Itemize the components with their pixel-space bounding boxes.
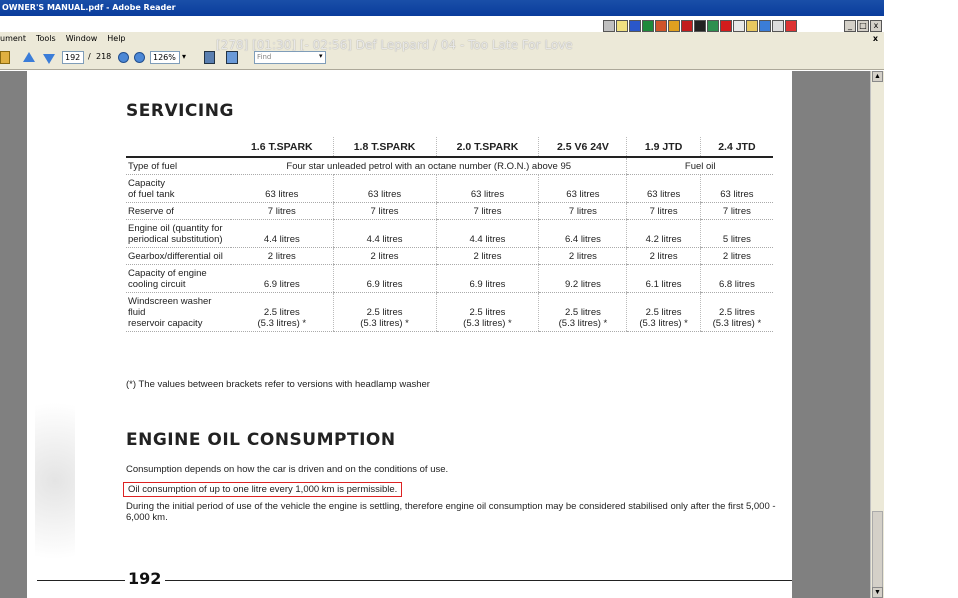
menu-window[interactable]: Window bbox=[65, 34, 98, 43]
row-label: Capacity of fuel tank bbox=[126, 175, 231, 203]
table-cell: 2 litres bbox=[700, 248, 773, 265]
tray-pdf-icon[interactable] bbox=[720, 20, 732, 32]
table-cell: 63 litres bbox=[700, 175, 773, 203]
tray-music-icon[interactable] bbox=[733, 20, 745, 32]
table-header-cell: 2.0 T.SPARK bbox=[436, 137, 539, 157]
table-row bbox=[126, 157, 773, 175]
next-page-icon[interactable] bbox=[43, 54, 55, 64]
table-header-cell: 2.5 V6 24V bbox=[539, 137, 627, 157]
fuel-type-diesel: Fuel oil bbox=[627, 157, 773, 175]
row-label: Windscreen washer fluid reservoir capacity bbox=[126, 293, 231, 332]
table-cell: 6.4 litres bbox=[539, 220, 627, 248]
table-cell: 63 litres bbox=[539, 175, 627, 203]
table-header-cell: 2.4 JTD bbox=[700, 137, 773, 157]
table-cell: 2.5 litres (5.3 litres) * bbox=[700, 293, 773, 332]
engine-oil-heading: ENGINE OIL CONSUMPTION bbox=[126, 430, 396, 450]
tray-mail-icon[interactable] bbox=[616, 20, 628, 32]
row-label: Gearbox/differential oil bbox=[126, 248, 231, 265]
table-cell: 63 litres bbox=[333, 175, 436, 203]
tray-word-icon[interactable] bbox=[629, 20, 641, 32]
menu-tools[interactable]: Tools bbox=[36, 34, 56, 43]
tray-app-icon[interactable] bbox=[603, 20, 615, 32]
scan-artifact bbox=[35, 371, 75, 591]
table-header-cell: 1.6 T.SPARK bbox=[231, 137, 333, 157]
scroll-thumb[interactable] bbox=[872, 511, 883, 598]
table-header-empty bbox=[126, 137, 231, 157]
scroll-up-icon[interactable]: ▲ bbox=[872, 71, 883, 82]
close-button[interactable]: x bbox=[870, 20, 882, 32]
table-cell: 2 litres bbox=[539, 248, 627, 265]
table-row bbox=[126, 220, 773, 248]
table-cell: 2.5 litres (5.3 litres) * bbox=[539, 293, 627, 332]
table-row bbox=[126, 248, 773, 265]
table-header-row bbox=[126, 137, 773, 157]
menu-document[interactable]: ument bbox=[0, 34, 26, 43]
oil-paragraph-1: Consumption depends on how the car is driven and on the conditions of use. bbox=[126, 464, 449, 475]
row-label: Engine oil (quantity for periodical substitution) bbox=[126, 220, 231, 248]
menu-help[interactable]: Help bbox=[107, 34, 126, 43]
table-row bbox=[126, 203, 773, 220]
zoom-out-icon[interactable] bbox=[118, 52, 129, 63]
table-cell: 63 litres bbox=[627, 175, 700, 203]
table-cell: 2 litres bbox=[627, 248, 700, 265]
tray-globe-icon[interactable] bbox=[759, 20, 771, 32]
table-cell: 7 litres bbox=[700, 203, 773, 220]
table-cell: 4.4 litres bbox=[231, 220, 333, 248]
table-cell: 6.9 litres bbox=[231, 265, 333, 293]
zoom-level-input[interactable]: 126% bbox=[150, 51, 180, 64]
find-input[interactable]: Find bbox=[254, 51, 326, 64]
table-row bbox=[126, 293, 773, 332]
table-header-cell: 1.8 T.SPARK bbox=[333, 137, 436, 157]
table-cell: 6.9 litres bbox=[436, 265, 539, 293]
table-row bbox=[126, 175, 773, 203]
table-cell: 7 litres bbox=[231, 203, 333, 220]
media-overlay-text: [278] [01:30] [- 02:56] Def Leppard / 04 - Too Late For Love bbox=[216, 38, 573, 52]
page-footer-line-right bbox=[165, 580, 792, 581]
row-label: Capacity of engine cooling circuit bbox=[126, 265, 231, 293]
page-footer-line-left bbox=[37, 580, 125, 581]
previous-page-icon[interactable] bbox=[23, 52, 35, 62]
row-label: Reserve of bbox=[126, 203, 231, 220]
table-cell: 2 litres bbox=[436, 248, 539, 265]
table-cell: 2 litres bbox=[231, 248, 333, 265]
fuel-type-petrol: Four star unleaded petrol with an octane number (R.O.N.) above 95 bbox=[231, 157, 627, 175]
table-cell: 2.5 litres (5.3 litres) * bbox=[436, 293, 539, 332]
table-footnote: (*) The values between brackets refer to versions with headlamp washer bbox=[126, 379, 430, 390]
pdf-page bbox=[27, 71, 792, 598]
table-cell: 2.5 litres (5.3 litres) * bbox=[627, 293, 700, 332]
window-controls bbox=[844, 20, 882, 32]
tray-tool-icon[interactable] bbox=[707, 20, 719, 32]
vertical-scrollbar[interactable] bbox=[870, 71, 884, 598]
tray-acrobat-icon[interactable] bbox=[681, 20, 693, 32]
table-cell: 4.4 litres bbox=[436, 220, 539, 248]
window-titlebar bbox=[0, 0, 884, 16]
table-cell: 6.9 litres bbox=[333, 265, 436, 293]
table-cell: 7 litres bbox=[627, 203, 700, 220]
taskbar-tray-icons bbox=[603, 20, 797, 32]
tray-ppt-icon[interactable] bbox=[655, 20, 667, 32]
oil-paragraph-3: During the initial period of use of the vehicle the engine is settling, therefore engine oil consumption may be considered stabilised only after the first 5,000 - 6,000 km. bbox=[126, 501, 776, 523]
page-total: 218 bbox=[96, 52, 112, 61]
table-cell: 7 litres bbox=[333, 203, 436, 220]
window-title: OWNER'S MANUAL.pdf - Adobe Reader bbox=[2, 3, 176, 12]
tray-shield-icon[interactable] bbox=[785, 20, 797, 32]
find-dropdown-icon[interactable]: ▾ bbox=[319, 52, 323, 60]
table-cell: 2.5 litres (5.3 litres) * bbox=[333, 293, 436, 332]
row-label: Type of fuel bbox=[126, 157, 231, 175]
document-close-icon[interactable]: x bbox=[872, 34, 878, 43]
page-number: 192 bbox=[128, 569, 162, 588]
table-cell: 9.2 litres bbox=[539, 265, 627, 293]
tray-network-icon[interactable] bbox=[772, 20, 784, 32]
table-cell: 5 litres bbox=[700, 220, 773, 248]
oil-paragraph-highlighted: Oil consumption of up to one litre every 1,000 km is permissible. bbox=[123, 482, 402, 497]
scroll-down-icon[interactable]: ▼ bbox=[872, 587, 883, 598]
zoom-dropdown-icon[interactable]: ▾ bbox=[182, 52, 187, 61]
tray-folder-icon[interactable] bbox=[746, 20, 758, 32]
tray-browser-icon[interactable] bbox=[668, 20, 680, 32]
fit-page-icon[interactable] bbox=[226, 51, 238, 64]
tray-excel-icon[interactable] bbox=[642, 20, 654, 32]
zoom-in-icon[interactable] bbox=[134, 52, 145, 63]
table-cell: 6.8 litres bbox=[700, 265, 773, 293]
table-cell: 4.4 litres bbox=[333, 220, 436, 248]
servicing-table bbox=[126, 137, 773, 332]
page-separator: / bbox=[88, 52, 91, 61]
table-row bbox=[126, 265, 773, 293]
maximize-button[interactable]: □ bbox=[857, 20, 869, 32]
page-number-input[interactable]: 192 bbox=[62, 51, 84, 64]
hand-tool-icon[interactable] bbox=[0, 51, 10, 64]
servicing-heading: SERVICING bbox=[126, 101, 234, 121]
table-header-cell: 1.9 JTD bbox=[627, 137, 700, 157]
save-icon[interactable] bbox=[204, 51, 215, 64]
table-cell: 7 litres bbox=[436, 203, 539, 220]
left-gutter bbox=[0, 71, 27, 598]
table-cell: 6.1 litres bbox=[627, 265, 700, 293]
table-cell: 63 litres bbox=[436, 175, 539, 203]
right-gutter bbox=[792, 71, 870, 598]
minimize-button[interactable]: _ bbox=[844, 20, 856, 32]
table-cell: 4.2 litres bbox=[627, 220, 700, 248]
table-cell: 2 litres bbox=[333, 248, 436, 265]
table-cell: 2.5 litres (5.3 litres) * bbox=[231, 293, 333, 332]
tray-media-icon[interactable] bbox=[694, 20, 706, 32]
table-cell: 7 litres bbox=[539, 203, 627, 220]
table-cell: 63 litres bbox=[231, 175, 333, 203]
